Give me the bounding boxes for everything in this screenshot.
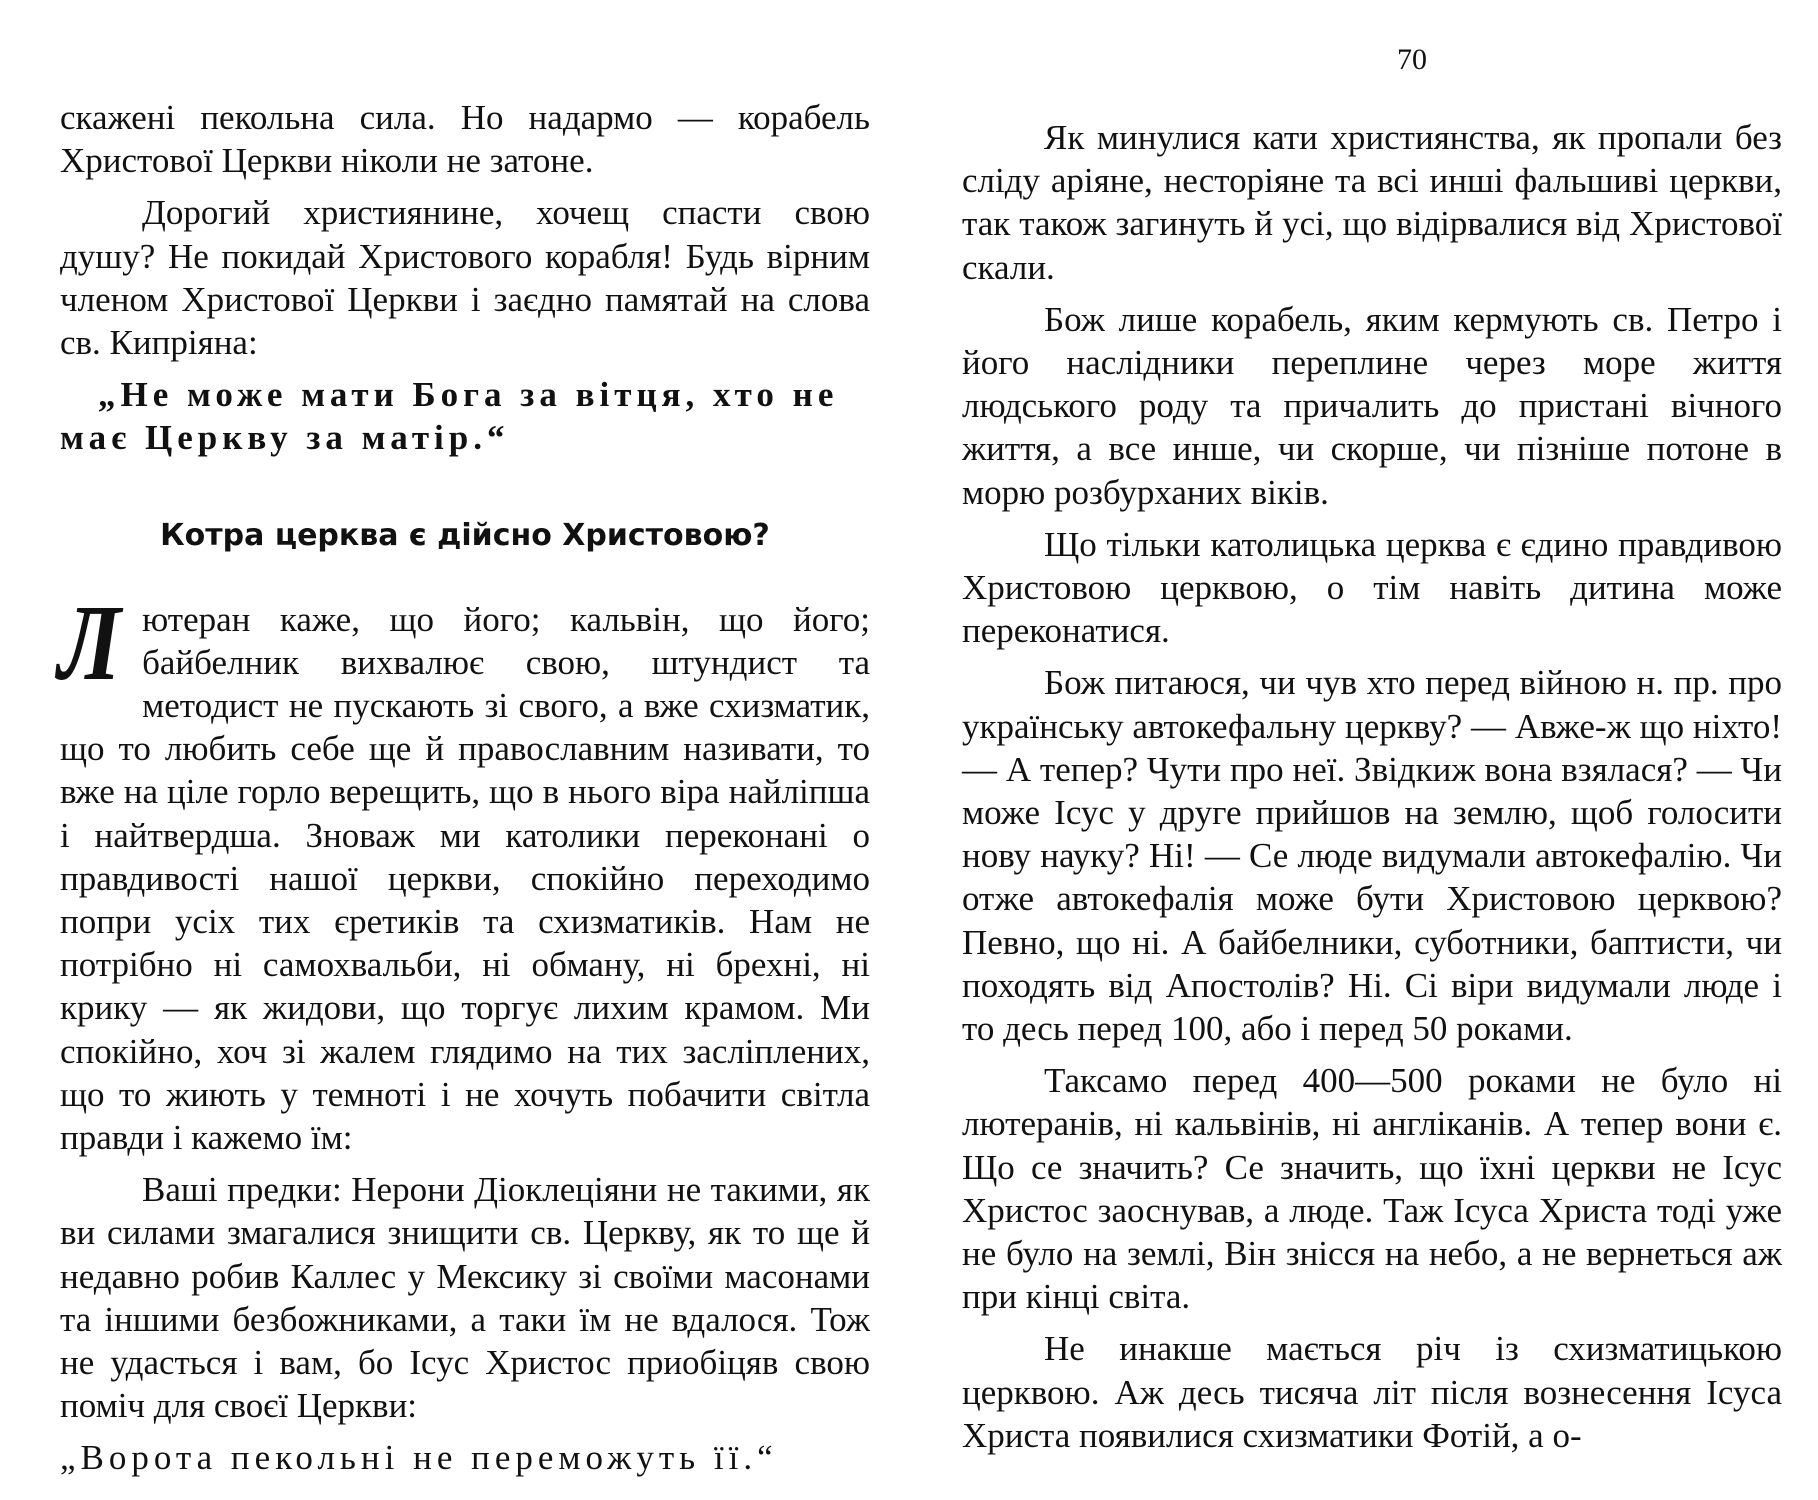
left-text-column — [60, 96, 870, 1480]
right-paragraph-6: Не инакше мається річ із схизматицькою церквою. Аж десь тисяча літ після вознесення Ісуса Христа появилися схизматики Фотій, а о- — [962, 1329, 1782, 1455]
cyprian-quote: „Не може мати Бога за вітця, хто не має Церкву за матір.“ — [60, 375, 839, 458]
page-number-value: 70 — [1397, 43, 1427, 76]
drop-cap-letter: Л — [58, 583, 121, 703]
right-paragraph-3: Що тільки католицька церква є єдино правдивою Христовою церквою, о тім навіть дитина може переконатися. — [962, 524, 1782, 651]
right-paragraph-5: Таксамо перед 400—500 роками не було ні лютеранів, ні кальвінів, ні англіканів. А тепер вони є. Що се значить? Се значить, що їхні церкви не Ісус Христос заоснував, а люде. Таж Ісуса Христа тоді уже не було на землі, Він знісся на небо, а не вернеться аж при кінці світа. — [962, 1061, 1782, 1317]
right-page — [962, 0, 1782, 1500]
left-page — [60, 0, 870, 1500]
dropcap-paragraph-text: ютеран каже, що його; кальвін, що його; байбелник вихвалює свою, штундист та методист не пускають зі свого, а вже схизматик, що то любить себе ще й православним називати, то вже на ціле горло верещить, що в нього віра найліпша і найтвердша. Зноваж ми католики переконані о правдивості нашої церкви, спокійно переходимо попри усіх тих єретиків та схизматиків. Нам не потрібно ні самохвальби, ні обману, ні брехні, ні крику — як жидови, що торгує лихим крамом. Ми спокійно, хоч зі жалем глядимо на тих засліплених, що то жиють у темноті і не хочуть побачити світла правди і кажемо їм: — [60, 599, 870, 1158]
gates-of-hell-quote: „Ворота пекольні не переможуть її.“ — [60, 1438, 778, 1478]
left-paragraph-1: скажені пекольна сила. Но надармо — корабель Христової Церкви ніколи не затоне. — [60, 98, 870, 181]
right-text-column — [962, 116, 1782, 1466]
right-paragraph-1: Як минулися кати християнства, як пропали без сліду аріяне, несторіяне та всі инші фальшиві церкви, так також загинуть й усі, що відірвалися від Христової скали. — [962, 118, 1782, 287]
left-paragraph-ancestors: Ваші предки: Нерони Діоклеціяни не такими, як ви силами змагалися знищити св. Церкву, як то ще й недавно робив Каллес у Мексику зі своїми масонами та іншими безбожниками, а таки їм не вдалося. Тож не удасться і вам, бо Ісус Христос приобіцяв свою поміч для своєї Церкви: — [60, 1170, 870, 1426]
section-heading: Котра церква є дійсно Христовою? — [160, 517, 770, 553]
page-number — [962, 40, 1782, 80]
right-paragraph-2: Бож лише корабель, яким кермують св. Петро і його наслідники переплине через море життя людського роду та причалить до пристані вічного життя, а все инше, чи скорше, чи пізніше потоне в морю розбурханих віків. — [962, 299, 1782, 512]
left-paragraph-dropcap — [58, 583, 870, 1160]
left-paragraph-2: Дорогий християнине, хочещ спасти свою душу? Не покидай Христового корабля! Будь вірним членом Христової Церкви і заєдно памятай на слова св. Кипріяна: — [60, 193, 870, 363]
right-paragraph-4: Бож питаюся, чи чув хто перед війною н. пр. про українську автокефальну церкву? — Авже-ж що ніхто! — А тепер? Чути про неї. Звідкиж вона взялася? — Чи може Ісус у друге прийшов на землю, щоб голосити нову науку? Ні! — Се люде видумали автокефалію. Чи отже автокефалія може бути Христовою церквою? Певно, що ні. А байбелники, суботники, баптисти, чи походять від Апостолів? Ні. Сі віри видумали люде і то десь перед 100, або і перед 50 роками. — [962, 663, 1782, 1049]
